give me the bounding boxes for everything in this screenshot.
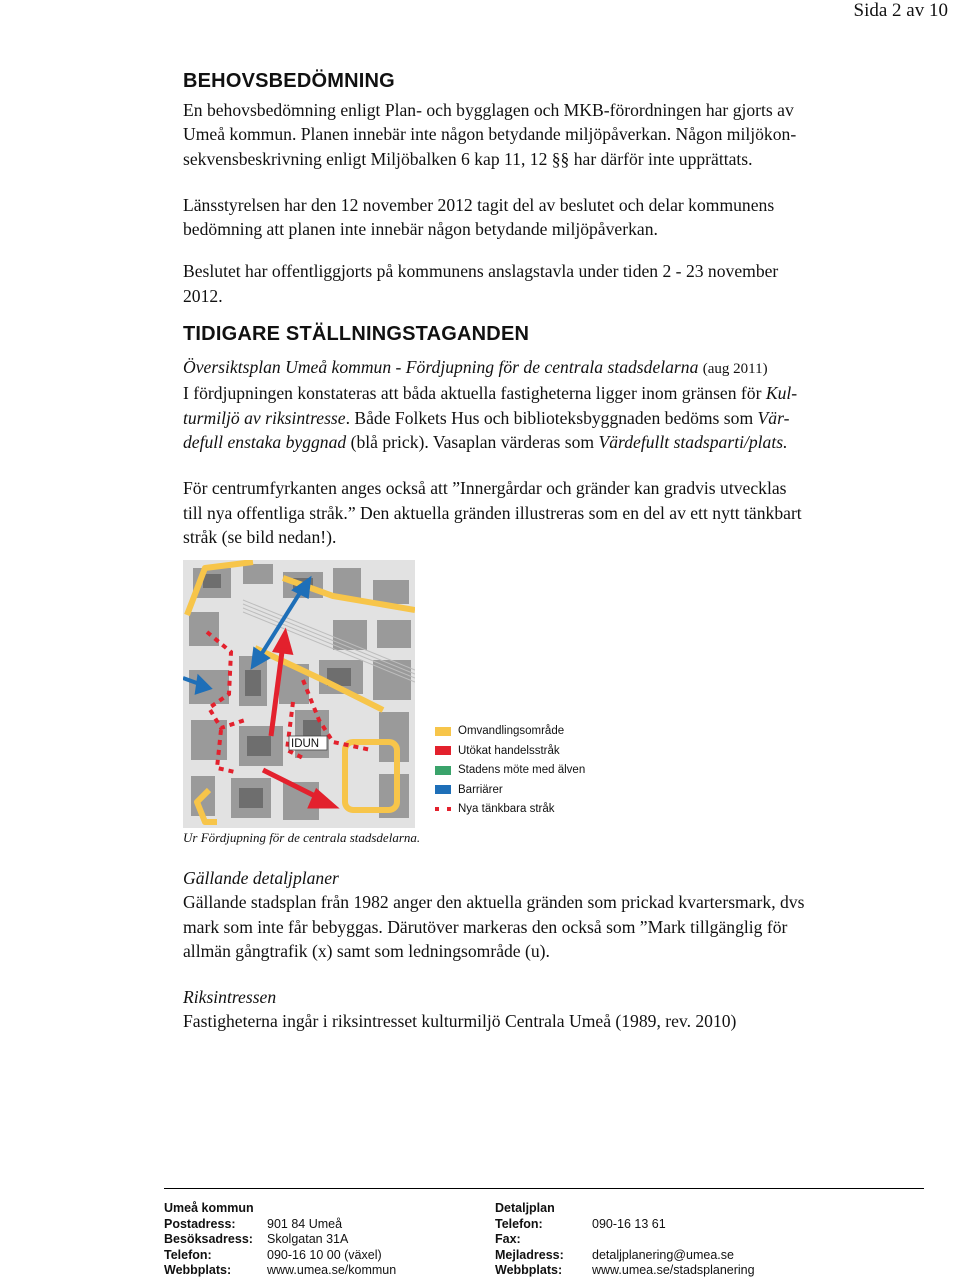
footer-label: Fax: [495,1232,521,1246]
footer-label: Telefon: [164,1247,212,1262]
legend-item-nya-strak [435,800,585,818]
legend-swatch-blue [435,785,451,794]
map-legend [435,722,585,820]
legend-item-omvandlingsomrade [435,722,585,740]
oversiktsplan-date: (aug 2011) [702,361,768,378]
detaljplaner-heading: Gällande detaljplaner [183,868,339,888]
footer-value: Skolgatan 31A [267,1232,349,1246]
footer-value: www.umea.se/stadsplanering [592,1263,755,1277]
lower-content [183,866,873,1034]
tidigare-line2-text: . Både Folkets Hus och biblioteksbyggnaden bedöms som [345,407,754,428]
legend-item-handelsstrak [435,742,585,760]
page-number: Sida 2 av 10 [853,0,948,21]
tidigare-line2-italic: turmiljö av riksintresse [183,407,346,428]
legend-label: Omvandlingsområde [458,725,565,737]
behov-p1-line2: Umeå kommun. Planen innebär inte någon betydande miljöpåverkan. Någon miljökon- [183,124,797,145]
footer-value: www.umea.se/kommun [267,1263,397,1277]
behov-p2-line2: bedömning att planen inte innebär någon betydande miljöpåverkan. [183,219,658,240]
behov-p3-line1: Beslutet har offentliggjorts på kommunens anslagstavla under tiden 2 - 23 november [183,261,779,282]
detaljplaner-line1: Gällande stadsplan från 1982 anger den aktuella gränden som prickad kvartersmark, dvs [183,892,805,913]
oversiktsplan-title: Översiktsplan Umeå kommun - Fördjupning för de centrala stadsdelarna [183,357,699,378]
footer-label: Webbplats: [495,1263,563,1277]
footer-left [164,1201,396,1279]
tidigare-line3-text: (blå prick). Vasaplan värderas som [350,431,595,452]
tidigare-heading: TIDIGARE STÄLLNINGSTAGANDEN [183,323,530,346]
tidigare-line2 [183,406,873,430]
map-figure [183,560,613,832]
legend-swatch-green [435,766,451,775]
legend-label: Nya tänkbara stråk [458,803,555,815]
tidigare-line3-italic2: Värdefullt stadsparti/plats. [598,431,788,452]
footer-label: Webbplats: [164,1263,232,1277]
riksintressen-line1: Fastigheterna ingår i riksintresset kulturmiljö Centrala Umeå (1989, rev. 2010) [183,1011,737,1032]
tidigare-subheading [183,355,873,381]
city-map [183,560,415,828]
map-caption: Ur Fördjupning för de centrala stadsdelarna. [183,830,421,845]
idun-label: IDUN [291,738,320,750]
legend-label: Utökat handelsstråk [458,744,560,757]
footer-label: Postadress: [164,1216,236,1231]
behov-heading: BEHOVSBEDÖMNING [183,70,395,92]
main-content [183,70,873,549]
footer-value: detaljplanering@umea.se [592,1247,734,1262]
detaljplaner-line3: allmän gångtrafik (x) samt som ledningsområde (u). [183,940,550,961]
footer-label: Besöksadress: [164,1232,253,1246]
legend-swatch-dotted-red [435,805,451,814]
footer-value: 090-16 13 61 [592,1216,666,1231]
footer-org-title: Umeå kommun [164,1201,254,1215]
footer-dept-title: Detaljplan [495,1201,555,1215]
footer-label: Mejladress: [495,1247,564,1262]
behov-p2-line1: Länsstyrelsen har den 12 november 2012 tagit del av beslutet och delar kommunens [183,194,775,215]
legend-swatch-yellow [435,727,451,736]
behov-p3-line2: 2012. [183,285,223,306]
tidigare-line3-italic: defull enstaka byggnad [183,431,347,452]
footer-label: Telefon: [495,1216,543,1231]
footer-right [495,1201,755,1279]
legend-item-barriarer [435,781,585,799]
behov-p1-line3: sekvensbeskrivning enligt Miljöbalken 6 kap 11, 12 §§ har därför inte upprättats. [183,148,753,169]
detaljplaner-line2: mark som inte får bebyggas. Därutöver markeras den också som ”Mark tillgänglig för [183,916,788,937]
footer-value: 090-16 10 00 (växel) [267,1247,382,1262]
legend-item-alven [435,761,585,779]
footer-value: 901 84 Umeå [267,1216,343,1231]
riksintressen-heading: Riksintressen [183,987,277,1008]
tidigare-p2-line3: stråk (se bild nedan!). [183,526,337,547]
tidigare-line1 [183,381,873,405]
tidigare-line1-italic: Kul- [765,383,798,404]
tidigare-p2-line2: till nya offentliga stråk.” Den aktuella gränden illustreras som en del av ett nytt tänkbart [183,502,802,523]
legend-label: Stadens möte med älven [458,764,586,776]
legend-swatch-red [435,746,451,755]
tidigare-line1-text: I fördjupningen konstateras att båda aktuella fastigheterna ligger inom gränsen för [183,383,762,404]
legend-label: Barriärer [458,783,503,796]
tidigare-line2-italic2: Vär- [757,407,790,428]
behov-p1-line1: En behovsbedömning enligt Plan- och bygglagen och MKB-förordningen har gjorts av [183,100,794,120]
tidigare-line3 [183,430,873,454]
page-footer [164,1188,924,1277]
tidigare-p2-line1: För centrumfyrkanten anges också att ”Innergårdar och gränder kan gradvis utvecklas [183,478,787,499]
